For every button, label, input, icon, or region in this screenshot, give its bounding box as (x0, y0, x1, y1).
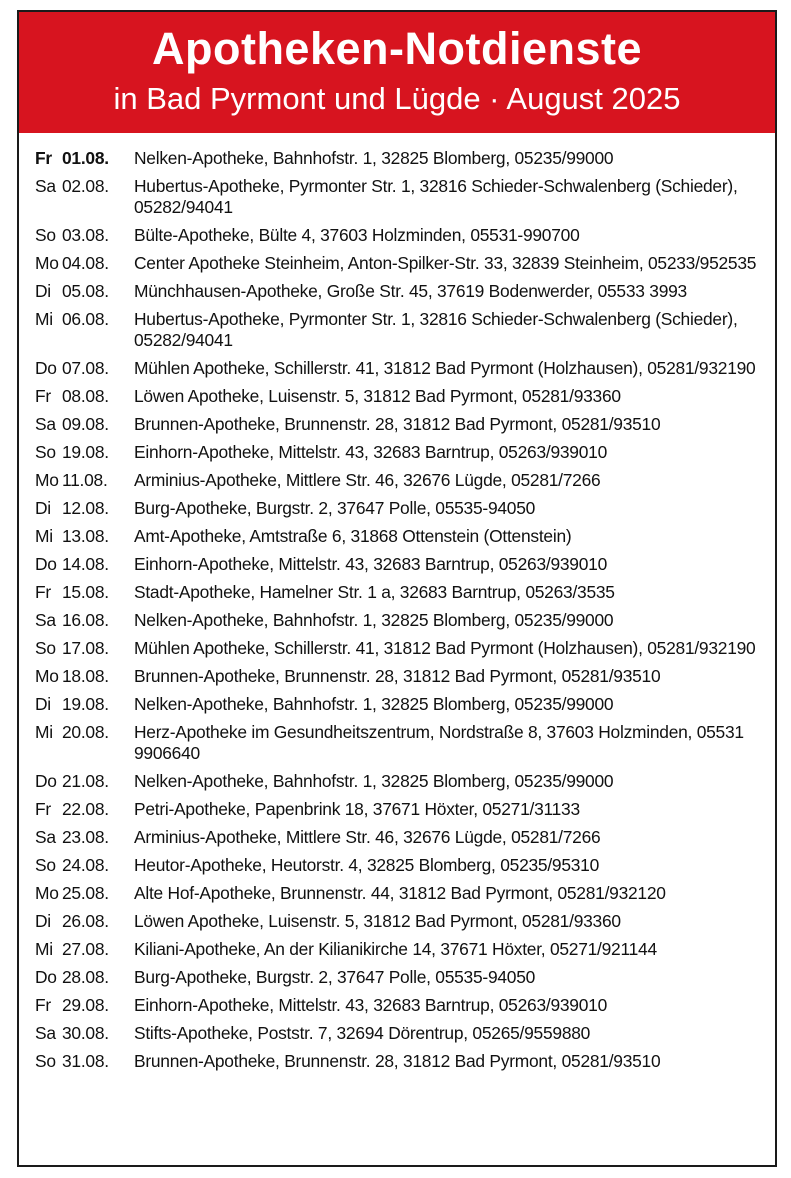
pharmacy-details: Mühlen Apotheke, Schillerstr. 41, 31812 Bad Pyrmont (Holzhausen), 05281/932190 (134, 638, 756, 658)
date: 28.08. (62, 967, 109, 987)
list-item (35, 148, 765, 169)
page-title: Apotheken-Notdienste (151, 23, 642, 74)
pharmacy-details: Amt-Apotheke, Amtstraße 6, 31868 Ottenstein (Ottenstein) (134, 526, 572, 546)
date: 11.08. (62, 470, 108, 490)
list-item (35, 911, 765, 932)
pharmacy-details: Burg-Apotheke, Burgstr. 2, 37647 Polle, 05535-94050 (134, 967, 536, 987)
list-item (35, 442, 765, 463)
date: 04.08. (62, 253, 109, 273)
weekday: Fr (35, 582, 51, 602)
weekday: Mo (35, 666, 59, 686)
list-item (35, 666, 765, 687)
weekday: Mi (35, 526, 53, 546)
weekday: Fr (35, 995, 51, 1015)
pharmacy-details: Nelken-Apotheke, Bahnhofstr. 1, 32825 Blomberg, 05235/99000 (134, 610, 614, 630)
weekday: Mo (35, 883, 59, 903)
pharmacy-details: Nelken-Apotheke, Bahnhofstr. 1, 32825 Blomberg, 05235/99000 (134, 771, 614, 791)
date: 13.08. (62, 526, 109, 546)
date: 31.08. (62, 1051, 109, 1071)
page-subtitle: in Bad Pyrmont und Lügde · August 2025 (113, 81, 681, 116)
list-item (35, 225, 765, 246)
weekday: So (35, 225, 56, 245)
weekday: Mi (35, 309, 53, 329)
pharmacy-details: Einhorn-Apotheke, Mittelstr. 43, 32683 Barntrup, 05263/939010 (134, 995, 607, 1015)
pharmacy-details: Einhorn-Apotheke, Mittelstr. 43, 32683 Barntrup, 05263/939010 (134, 554, 607, 574)
pharmacy-details: Hubertus-Apotheke, Pyrmonter Str. 1, 32816 Schieder-Schwalenberg (Schieder), 05282/94041 (134, 176, 738, 217)
date: 06.08. (62, 309, 109, 329)
date: 25.08. (62, 883, 109, 903)
pharmacy-details: Center Apotheke Steinheim, Anton-Spilker-Str. 33, 32839 Steinheim, 05233/952535 (134, 253, 757, 273)
pharmacy-details: Brunnen-Apotheke, Brunnenstr. 28, 31812 Bad Pyrmont, 05281/93510 (134, 1051, 661, 1071)
pharmacy-details: Stifts-Apotheke, Poststr. 7, 32694 Dörentrup, 05265/9559880 (134, 1023, 591, 1043)
pharmacy-details: Brunnen-Apotheke, Brunnenstr. 28, 31812 Bad Pyrmont, 05281/93510 (134, 414, 661, 434)
list-item (35, 1051, 765, 1072)
duty-list (35, 148, 765, 1079)
pharmacy-details: Löwen Apotheke, Luisenstr. 5, 31812 Bad Pyrmont, 05281/93360 (134, 386, 621, 406)
list-item (35, 1023, 765, 1044)
weekday: Di (35, 498, 51, 518)
list-item (35, 799, 765, 820)
date: 14.08. (62, 554, 109, 574)
list-item (35, 281, 765, 302)
list-item (35, 883, 765, 904)
list-item (35, 771, 765, 792)
date: 26.08. (62, 911, 109, 931)
list-item (35, 358, 765, 379)
date: 15.08. (62, 582, 109, 602)
list-item (35, 722, 765, 764)
weekday: Fr (35, 386, 51, 406)
list-item (35, 526, 765, 547)
date: 29.08. (62, 995, 109, 1015)
weekday: Do (35, 358, 57, 378)
list-item (35, 498, 765, 519)
date: 19.08. (62, 442, 109, 462)
weekday: Mi (35, 939, 53, 959)
list-item (35, 414, 765, 435)
list-item (35, 638, 765, 659)
list-item (35, 855, 765, 876)
pharmacy-details: Arminius-Apotheke, Mittlere Str. 46, 32676 Lügde, 05281/7266 (134, 470, 601, 490)
pharmacy-details: Alte Hof-Apotheke, Brunnenstr. 44, 31812 Bad Pyrmont, 05281/932120 (134, 883, 666, 903)
weekday: Do (35, 554, 57, 574)
date: 17.08. (62, 638, 109, 658)
weekday: Do (35, 771, 57, 791)
weekday: So (35, 638, 56, 658)
pharmacy-details: Hubertus-Apotheke, Pyrmonter Str. 1, 32816 Schieder-Schwalenberg (Schieder), 05282/94041 (134, 309, 738, 350)
pharmacy-details: Nelken-Apotheke, Bahnhofstr. 1, 32825 Blomberg, 05235/99000 (134, 694, 614, 714)
list-item (35, 939, 765, 960)
list-item (35, 176, 765, 218)
date: 20.08. (62, 722, 109, 742)
list-item (35, 694, 765, 715)
date: 24.08. (62, 855, 109, 875)
pharmacy-details: Kiliani-Apotheke, An der Kilianikirche 14, 37671 Höxter, 05271/921144 (134, 939, 657, 959)
weekday: Mo (35, 470, 59, 490)
date: 19.08. (62, 694, 109, 714)
date: 07.08. (62, 358, 109, 378)
date: 30.08. (62, 1023, 109, 1043)
pharmacy-details: Bülte-Apotheke, Bülte 4, 37603 Holzminden, 05531-990700 (134, 225, 580, 245)
list-item (35, 967, 765, 988)
weekday: Sa (35, 414, 56, 434)
pharmacy-details: Mühlen Apotheke, Schillerstr. 41, 31812 Bad Pyrmont (Holzhausen), 05281/932190 (134, 358, 756, 378)
date: 12.08. (62, 498, 109, 518)
pharmacy-details: Arminius-Apotheke, Mittlere Str. 46, 32676 Lügde, 05281/7266 (134, 827, 601, 847)
list-item (35, 995, 765, 1016)
pharmacy-details: Heutor-Apotheke, Heutorstr. 4, 32825 Blomberg, 05235/95310 (134, 855, 600, 875)
date: 18.08. (62, 666, 109, 686)
weekday: Sa (35, 827, 56, 847)
date: 16.08. (62, 610, 109, 630)
pharmacy-details: Burg-Apotheke, Burgstr. 2, 37647 Polle, 05535-94050 (134, 498, 536, 518)
weekday: So (35, 442, 56, 462)
date: 22.08. (62, 799, 109, 819)
list-item (35, 610, 765, 631)
date: 27.08. (62, 939, 109, 959)
notdienst-box (17, 10, 777, 1167)
pharmacy-details: Petri-Apotheke, Papenbrink 18, 37671 Höxter, 05271/31133 (134, 799, 580, 819)
weekday: Mo (35, 253, 59, 273)
pharmacy-details: Herz-Apotheke im Gesundheitszentrum, Nordstraße 8, 37603 Holzminden, 05531 9906640 (134, 722, 744, 763)
header-banner (19, 12, 775, 133)
list-item (35, 309, 765, 351)
weekday: So (35, 1051, 56, 1071)
date: 21.08. (62, 771, 109, 791)
list-item (35, 554, 765, 575)
weekday: Do (35, 967, 57, 987)
weekday: Sa (35, 1023, 56, 1043)
weekday: Di (35, 694, 51, 714)
list-item (35, 827, 765, 848)
date: 08.08. (62, 386, 109, 406)
date: 03.08. (62, 225, 109, 245)
list-item (35, 253, 765, 274)
date: 02.08. (62, 176, 109, 196)
weekday: Di (35, 281, 51, 301)
weekday: So (35, 855, 56, 875)
weekday: Sa (35, 610, 56, 630)
pharmacy-details: Einhorn-Apotheke, Mittelstr. 43, 32683 Barntrup, 05263/939010 (134, 442, 607, 462)
list-item (35, 470, 765, 491)
date: 09.08. (62, 414, 109, 434)
pharmacy-details: Löwen Apotheke, Luisenstr. 5, 31812 Bad Pyrmont, 05281/93360 (134, 911, 621, 931)
date: 05.08. (62, 281, 109, 301)
pharmacy-details: Stadt-Apotheke, Hamelner Str. 1 a, 32683 Barntrup, 05263/3535 (134, 582, 615, 602)
weekday: Fr (35, 148, 52, 168)
pharmacy-details: Nelken-Apotheke, Bahnhofstr. 1, 32825 Blomberg, 05235/99000 (134, 148, 614, 168)
list-item (35, 386, 765, 407)
pharmacy-details: Münchhausen-Apotheke, Große Str. 45, 37619 Bodenwerder, 05533 3993 (134, 281, 687, 301)
weekday: Mi (35, 722, 53, 742)
weekday: Fr (35, 799, 51, 819)
list-item (35, 582, 765, 603)
date: 23.08. (62, 827, 109, 847)
weekday: Di (35, 911, 51, 931)
pharmacy-details: Brunnen-Apotheke, Brunnenstr. 28, 31812 Bad Pyrmont, 05281/93510 (134, 666, 661, 686)
date: 01.08. (62, 148, 109, 168)
weekday: Sa (35, 176, 56, 196)
